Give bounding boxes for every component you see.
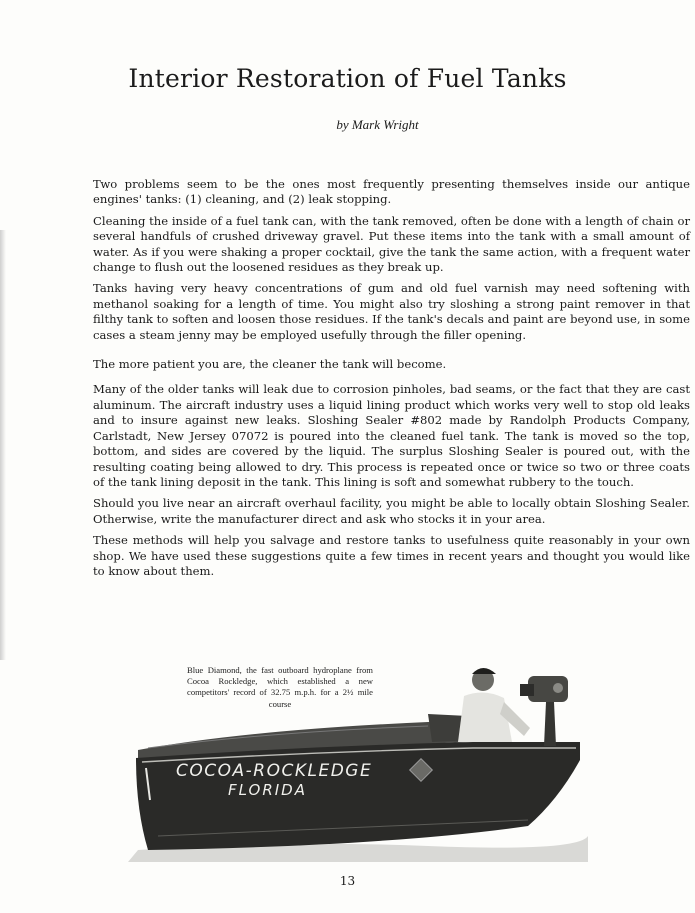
photo-caption: Blue Diamond, the fast outboard hydroplane from Cocoa Rockledge, which established a new competitors' record of 32.75 m.p.h. for a 2½ mile course xyxy=(187,665,373,709)
paragraph: Two problems seem to be the ones most frequently presenting themselves inside our antique engines' tanks: (1) cleaning, and (2) leak stopping. xyxy=(93,177,690,207)
hull-lettering-bottom: FLORIDA xyxy=(228,781,307,799)
article-title: Interior Restoration of Fuel Tanks xyxy=(128,64,567,93)
article-body xyxy=(93,177,690,585)
hull-lettering-top: COCOA-ROCKLEDGE xyxy=(176,761,373,781)
paragraph: Cleaning the inside of a fuel tank can, with the tank removed, often be done with a length of chain or several handfuls of crushed driveway gravel. Put these items into the tank with a small amount of water. As if you were shaking a proper cocktail, give the tank the same action, with a frequent water change to flush out the loosened residues as they break up. xyxy=(93,213,690,275)
article-byline: by Mark Wright xyxy=(336,117,419,132)
paragraph: These methods will help you salvage and restore tanks to usefulness quite reasonably in your own shop. We have used these suggestions quite a few times in recent years and thought you would like to know about them. xyxy=(93,533,690,578)
paragraph: The more patient you are, the cleaner the tank will become. xyxy=(93,357,447,372)
page-edge-shadow xyxy=(0,230,6,660)
paragraph: Many of the older tanks will leak due to corrosion pinholes, bad seams, or the fact that they are cast aluminum. The aircraft industry uses a liquid lining product which works very well to stop old leaks and to insure against new leaks. Sloshing Sealer #802 made by Randolph Products Company, Carlstadt, New Jersey 07072 is poured into the cleaned fuel tank. The tank is moved so the top, bottom, and sides are covered by the liquid. The surplus Sloshing Sealer is poured out, with the resulting coating being allowed to dry. This process is repeated once or twice so two or three coats of the tank lining deposit in the tank. This lining is soft and somewhat rubbery to the touch. xyxy=(93,382,690,489)
page-number: 13 xyxy=(339,874,356,888)
paragraph: Should you live near an aircraft overhaul facility, you might be able to locally obtain Sloshing Sealer. Otherwise, write the manufacturer direct and ask who stocks it in your area. xyxy=(93,496,690,526)
paragraph: Tanks having very heavy concentrations of gum and old fuel varnish may need softening with methanol soaking for a length of time. You might also try sloshing a strong paint remover in that filthy tank to soften and loosen those residues. If the tank's decals and paint are beyond use, in some cases a steam jenny may be employed usefully through the filler opening. xyxy=(93,281,690,342)
